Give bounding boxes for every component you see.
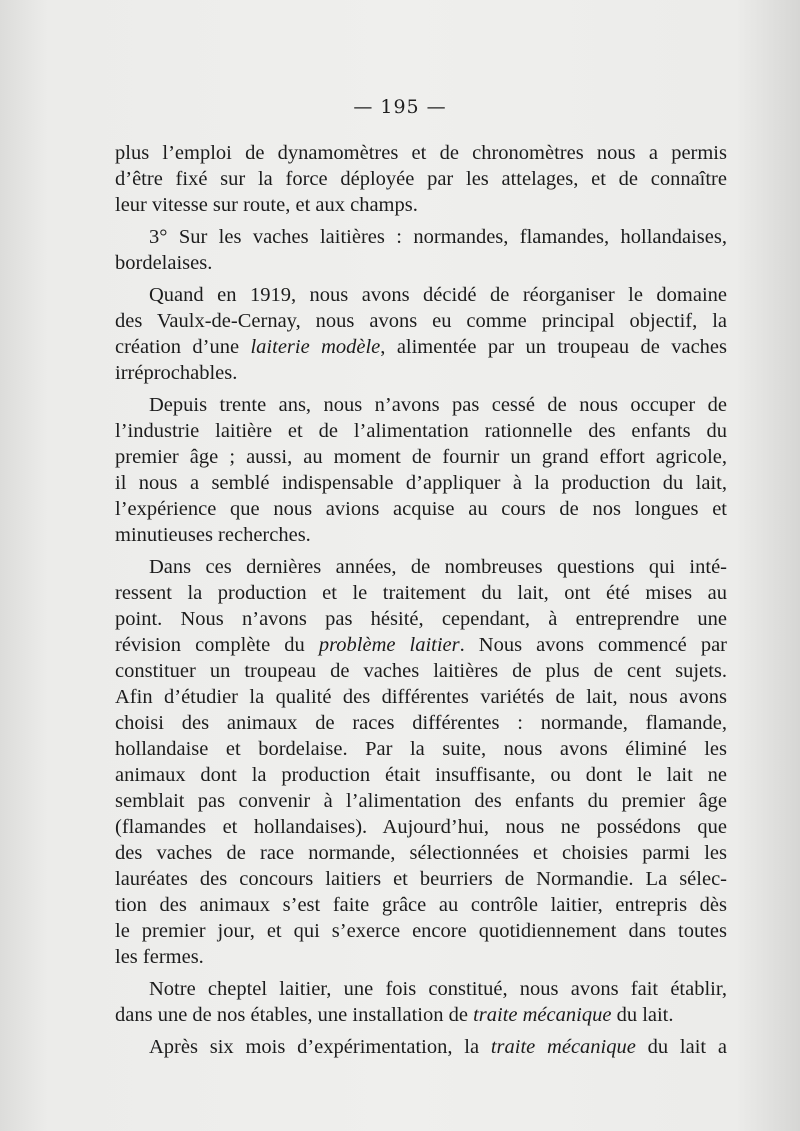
line-text: , alimentée par un troupeau de vaches: [380, 336, 727, 358]
text-line: ressent la production et le traitement du lait, ont été mises au: [115, 582, 727, 604]
text-line: minutieuses recherches.: [115, 524, 311, 546]
text-line: [115, 632, 727, 658]
line-text: du lait a: [635, 1036, 727, 1058]
line-text: . Nous avons commencé par: [459, 634, 728, 656]
italic-term: traite mécanique: [473, 1004, 612, 1026]
text-line: des Vaulx-de-Cernay, nous avons eu comme principal objectif, la: [115, 310, 727, 332]
text-line: constituer un troupeau de vaches laitières de plus de cent sujets.: [115, 660, 727, 682]
paragraph-p6: [115, 976, 727, 1028]
line-text: création d’une: [115, 336, 251, 358]
line-text: du lait.: [611, 1004, 674, 1026]
text-line: choisi des animaux de races différentes : normande, flamande,: [115, 712, 727, 734]
text-line: irréprochables.: [115, 362, 238, 384]
line-text: dans une de nos étables, une installation de: [115, 1004, 474, 1026]
text-line: des vaches de race normande, sélectionnées et choisies parmi les: [115, 842, 727, 864]
text-line: tion des animaux s’est faite grâce au contrôle laitier, entrepris dès: [115, 894, 727, 916]
line-text: révision complète du: [115, 634, 319, 656]
text-line: hollandaise et bordelaise. Par la suite, nous avons éliminé les: [115, 738, 727, 760]
italic-term: laiterie modèle: [250, 336, 381, 358]
text-line: l’industrie laitière et de l’alimentation rationnelle des enfants du: [115, 420, 727, 442]
text-line: Depuis trente ans, nous n’avons pas cessé de nous occuper de: [149, 394, 727, 416]
paragraph-p7: [115, 1034, 727, 1060]
paragraph-p1: [115, 140, 727, 218]
text-line: [115, 1002, 727, 1028]
text-line: Afin d’étudier la qualité des différentes variétés de lait, nous avons: [115, 686, 727, 708]
paragraph-p2: [115, 224, 727, 276]
text-line: Notre cheptel laitier, une fois constitué, nous avons fait établir,: [149, 978, 727, 1000]
text-line: 3° Sur les vaches laitières : normandes, flamandes, hollandaises,: [149, 226, 727, 248]
paragraph-p5: [115, 554, 727, 970]
paragraph-p4: [115, 392, 727, 548]
text-line: [115, 334, 727, 360]
italic-term: problème laitier: [318, 634, 460, 656]
paragraph-p3: [115, 282, 727, 386]
text-line: l’expérience que nous avions acquise au cours de nos longues et: [115, 498, 727, 520]
text-line: bordelaises.: [115, 252, 213, 274]
text-line: Dans ces dernières années, de nombreuses questions qui inté-: [149, 556, 727, 578]
italic-term: traite mécanique: [490, 1036, 636, 1058]
page-number: — 195 —: [353, 96, 447, 118]
text-line: premier âge ; aussi, au moment de fournir un grand effort agricole,: [115, 446, 727, 468]
text-line: semblait pas convenir à l’alimentation des enfants du premier âge: [115, 790, 727, 812]
text-line: plus l’emploi de dynamomètres et de chronomètres nous a permis: [115, 142, 727, 164]
text-line: Quand en 1919, nous avons décidé de réorganiser le domaine: [149, 284, 727, 306]
text-line: (flamandes et hollandaises). Aujourd’hui, nous ne possédons que: [115, 816, 727, 838]
text-line: animaux dont la production était insuffisante, ou dont le lait ne: [115, 764, 727, 786]
text-line: le premier jour, et qui s’exerce encore quotidiennement dans toutes: [115, 920, 727, 942]
text-line: les fermes.: [115, 946, 204, 968]
text-line: d’être fixé sur la force déployée par les attelages, et de connaître: [115, 168, 727, 190]
text-line: il nous a semblé indispensable d’appliquer à la production du lait,: [115, 472, 727, 494]
line-text: Après six mois d’expérimentation, la: [149, 1036, 491, 1058]
text-line: lauréates des concours laitiers et beurriers de Normandie. La sélec-: [115, 868, 727, 890]
text-line: point. Nous n’avons pas hésité, cependant, à entreprendre une: [115, 608, 727, 630]
text-line: [115, 1034, 727, 1060]
text-line: leur vitesse sur route, et aux champs.: [115, 194, 418, 216]
body-text: [115, 140, 727, 1060]
